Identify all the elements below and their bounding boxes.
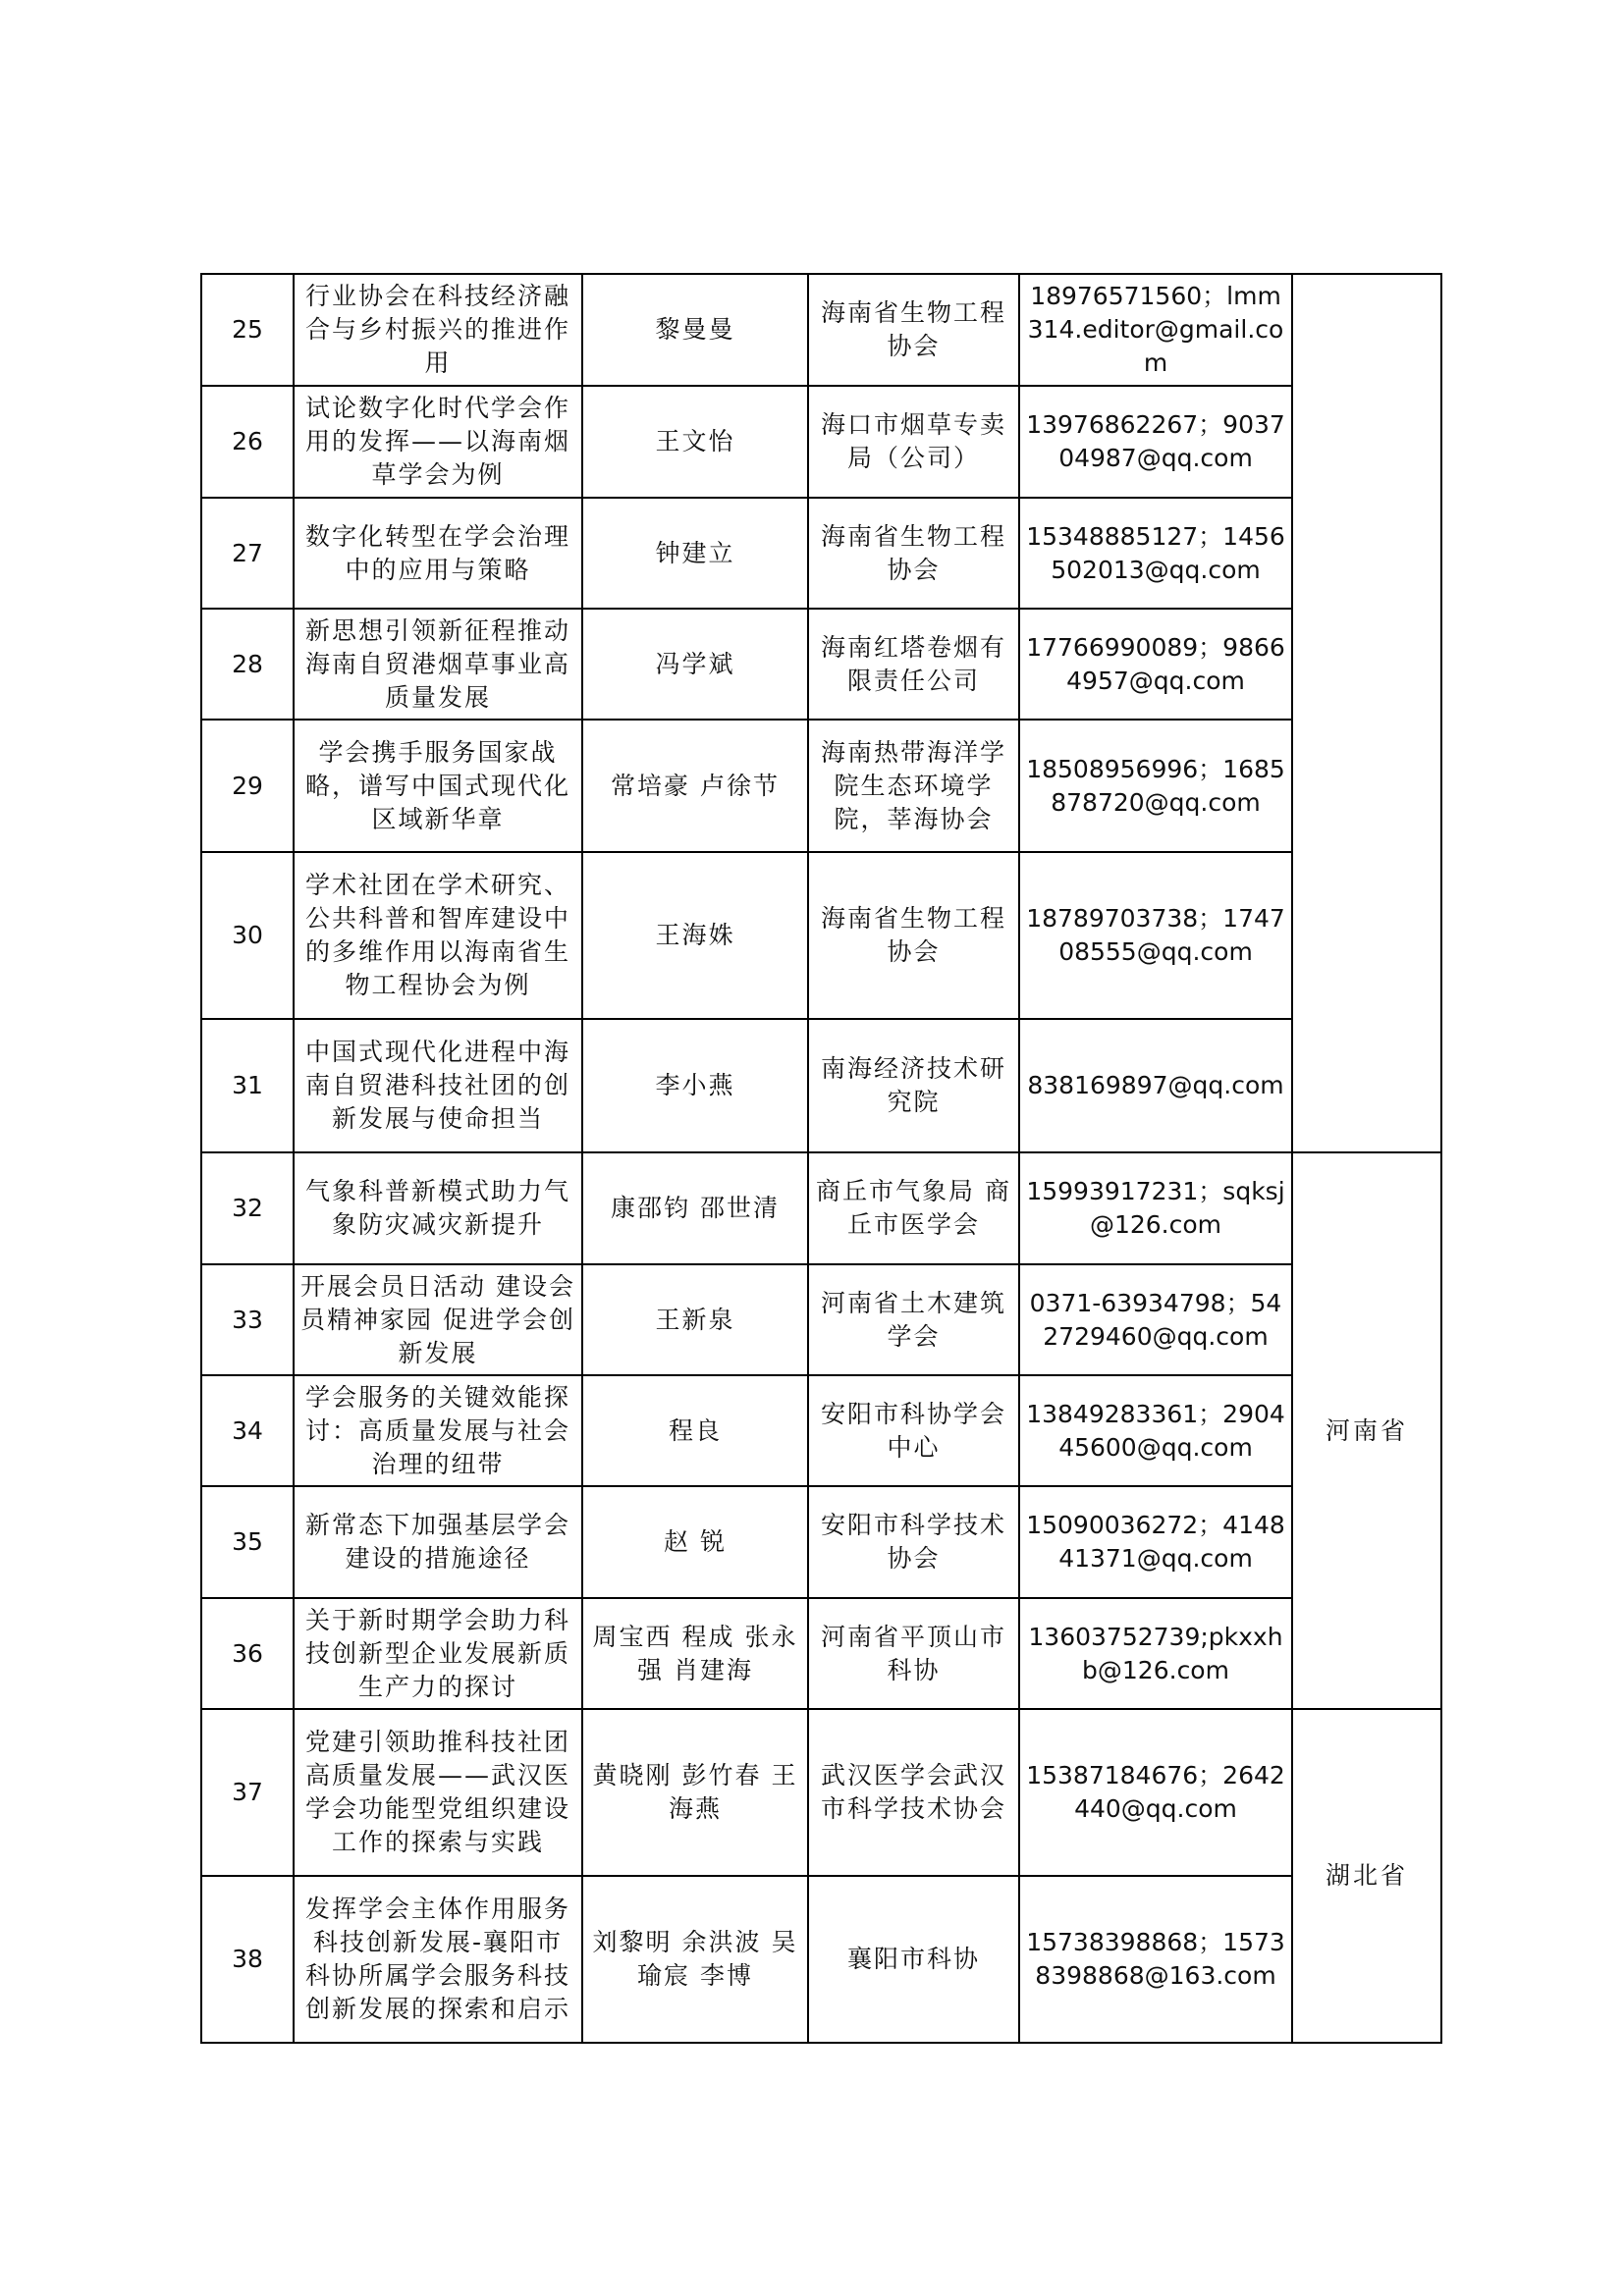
organization: 海南省生物工程协会 bbox=[808, 852, 1019, 1019]
region-cell-empty bbox=[1292, 274, 1441, 1152]
row-number: 27 bbox=[201, 498, 294, 609]
author: 李小燕 bbox=[582, 1019, 808, 1152]
table-row bbox=[201, 1019, 1441, 1152]
table-row bbox=[201, 1152, 1441, 1264]
organization: 南海经济技术研究院 bbox=[808, 1019, 1019, 1152]
organization: 海南热带海洋学院生态环境学院，莘海协会 bbox=[808, 720, 1019, 852]
paper-title: 开展会员日活动 建设会员精神家园 促进学会创新发展 bbox=[294, 1264, 582, 1375]
table-row bbox=[201, 498, 1441, 609]
contact: 18976571560；lmm314.editor@gmail.com bbox=[1019, 274, 1292, 386]
table-row bbox=[201, 1486, 1441, 1598]
paper-title: 发挥学会主体作用服务科技创新发展-襄阳市科协所属学会服务科技创新发展的探索和启示 bbox=[294, 1876, 582, 2043]
author: 钟建立 bbox=[582, 498, 808, 609]
row-number: 38 bbox=[201, 1876, 294, 2043]
table-row bbox=[201, 1709, 1441, 1876]
row-number: 32 bbox=[201, 1152, 294, 1264]
table-row bbox=[201, 609, 1441, 720]
organization: 河南省土木建筑学会 bbox=[808, 1264, 1019, 1375]
organization: 安阳市科学技术协会 bbox=[808, 1486, 1019, 1598]
paper-title: 数字化转型在学会治理中的应用与策略 bbox=[294, 498, 582, 609]
row-number: 31 bbox=[201, 1019, 294, 1152]
author: 黎曼曼 bbox=[582, 274, 808, 386]
paper-title: 学术社团在学术研究、公共科普和智库建设中的多维作用以海南省生物工程协会为例 bbox=[294, 852, 582, 1019]
contact: 15348885127；1456502013@qq.com bbox=[1019, 498, 1292, 609]
row-number: 29 bbox=[201, 720, 294, 852]
region-henan: 河南省 bbox=[1292, 1152, 1441, 1709]
author: 周宝西 程成 张永强 肖建海 bbox=[582, 1598, 808, 1709]
contact: 13603752739;pkxxhb@126.com bbox=[1019, 1598, 1292, 1709]
contact: 15090036272；414841371@qq.com bbox=[1019, 1486, 1292, 1598]
author: 黄晓刚 彭竹春 王海燕 bbox=[582, 1709, 808, 1876]
author: 常培豪 卢徐节 bbox=[582, 720, 808, 852]
author: 康邵钧 邵世清 bbox=[582, 1152, 808, 1264]
paper-title: 新思想引领新征程推动海南自贸港烟草事业高质量发展 bbox=[294, 609, 582, 720]
organization: 海口市烟草专卖局（公司） bbox=[808, 386, 1019, 498]
row-number: 36 bbox=[201, 1598, 294, 1709]
contact: 18508956996；1685878720@qq.com bbox=[1019, 720, 1292, 852]
author: 程良 bbox=[582, 1375, 808, 1486]
author: 王新泉 bbox=[582, 1264, 808, 1375]
author: 赵 锐 bbox=[582, 1486, 808, 1598]
paper-title: 党建引领助推科技社团高质量发展——武汉医学会功能型党组织建设工作的探索与实践 bbox=[294, 1709, 582, 1876]
author: 刘黎明 余洪波 吴瑜宸 李博 bbox=[582, 1876, 808, 2043]
region-hubei: 湖北省 bbox=[1292, 1709, 1441, 2043]
organization: 海南省生物工程协会 bbox=[808, 498, 1019, 609]
contact: 15387184676；2642440@qq.com bbox=[1019, 1709, 1292, 1876]
table-row bbox=[201, 1876, 1441, 2043]
contact: 15738398868；15738398868@163.com bbox=[1019, 1876, 1292, 2043]
row-number: 28 bbox=[201, 609, 294, 720]
author: 冯学斌 bbox=[582, 609, 808, 720]
table-row bbox=[201, 274, 1441, 386]
paper-title: 学会服务的关键效能探讨：高质量发展与社会治理的纽带 bbox=[294, 1375, 582, 1486]
organization: 河南省平顶山市科协 bbox=[808, 1598, 1019, 1709]
row-number: 26 bbox=[201, 386, 294, 498]
row-number: 35 bbox=[201, 1486, 294, 1598]
paper-title: 气象科普新模式助力气象防灾减灾新提升 bbox=[294, 1152, 582, 1264]
organization: 商丘市气象局 商丘市医学会 bbox=[808, 1152, 1019, 1264]
organization: 襄阳市科协 bbox=[808, 1876, 1019, 2043]
table-row bbox=[201, 1598, 1441, 1709]
contact: 18789703738；174708555@qq.com bbox=[1019, 852, 1292, 1019]
organization: 海南红塔卷烟有限责任公司 bbox=[808, 609, 1019, 720]
organization: 安阳市科协学会中心 bbox=[808, 1375, 1019, 1486]
row-number: 33 bbox=[201, 1264, 294, 1375]
paper-title: 学会携手服务国家战略，谱写中国式现代化区域新华章 bbox=[294, 720, 582, 852]
paper-title: 行业协会在科技经济融合与乡村振兴的推进作用 bbox=[294, 274, 582, 386]
contact: 17766990089；98664957@qq.com bbox=[1019, 609, 1292, 720]
table-row bbox=[201, 386, 1441, 498]
paper-title: 试论数字化时代学会作用的发挥——以海南烟草学会为例 bbox=[294, 386, 582, 498]
table-row bbox=[201, 852, 1441, 1019]
row-number: 37 bbox=[201, 1709, 294, 1876]
row-number: 34 bbox=[201, 1375, 294, 1486]
table-row bbox=[201, 720, 1441, 852]
contact: 13849283361；290445600@qq.com bbox=[1019, 1375, 1292, 1486]
paper-title: 新常态下加强基层学会建设的措施途径 bbox=[294, 1486, 582, 1598]
paper-title: 中国式现代化进程中海南自贸港科技社团的创新发展与使命担当 bbox=[294, 1019, 582, 1152]
contact: 0371-63934798；542729460@qq.com bbox=[1019, 1264, 1292, 1375]
paper-title: 关于新时期学会助力科技创新型企业发展新质生产力的探讨 bbox=[294, 1598, 582, 1709]
table-row bbox=[201, 1264, 1441, 1375]
author: 王海姝 bbox=[582, 852, 808, 1019]
paper-list-table bbox=[200, 273, 1442, 2044]
row-number: 25 bbox=[201, 274, 294, 386]
organization: 武汉医学会武汉市科学技术协会 bbox=[808, 1709, 1019, 1876]
contact: 15993917231；sqksj@126.com bbox=[1019, 1152, 1292, 1264]
table-row bbox=[201, 1375, 1441, 1486]
author: 王文怡 bbox=[582, 386, 808, 498]
contact: 838169897@qq.com bbox=[1019, 1019, 1292, 1152]
row-number: 30 bbox=[201, 852, 294, 1019]
organization: 海南省生物工程协会 bbox=[808, 274, 1019, 386]
contact: 13976862267；903704987@qq.com bbox=[1019, 386, 1292, 498]
